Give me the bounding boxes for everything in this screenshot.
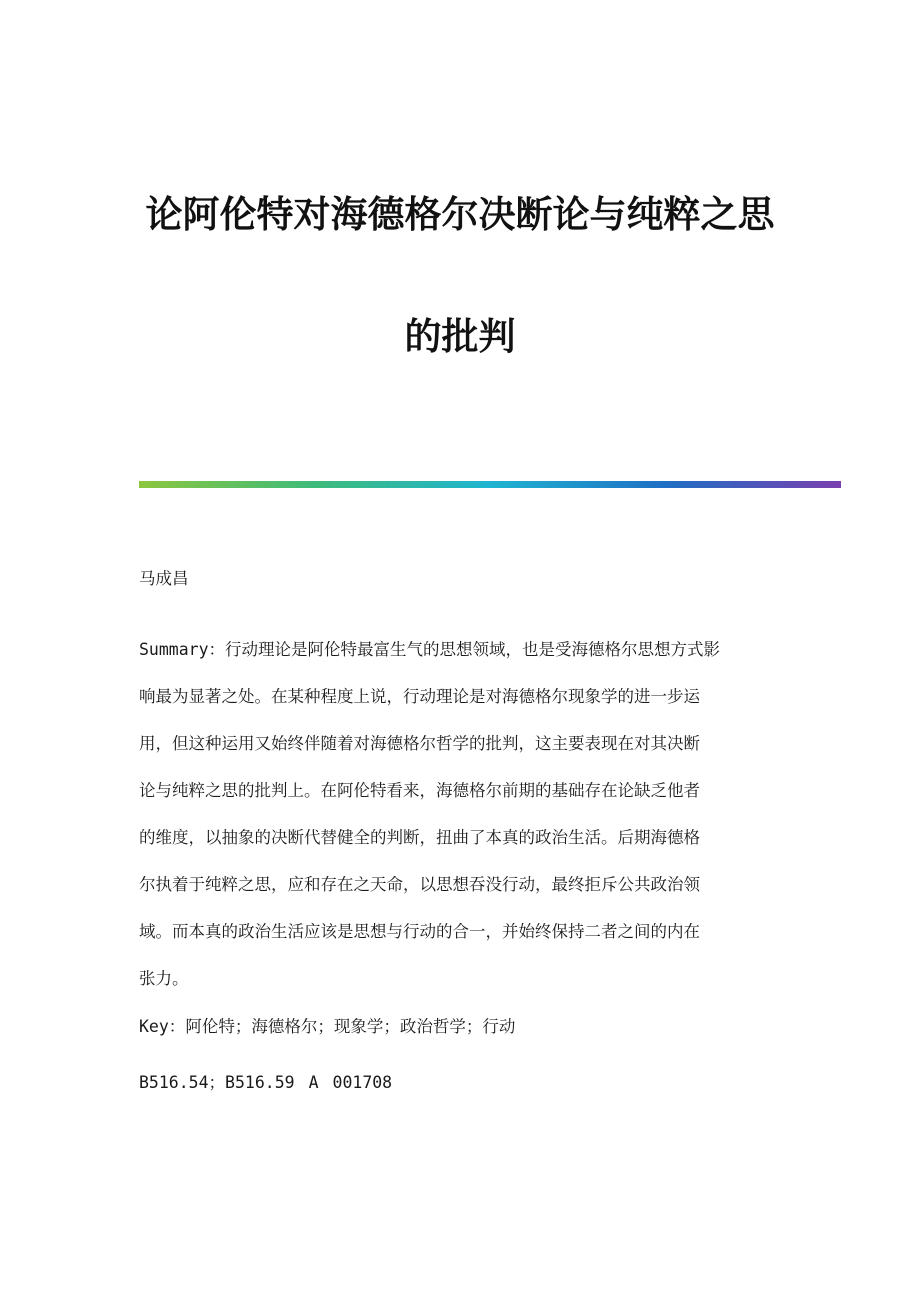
document-title-line-2: 的批判 <box>404 314 516 358</box>
document-code: A <box>308 1073 319 1092</box>
summary-line: 用，但这种运用又始终伴随着对海德格尔哲学的批判，这主要表现在对其决断 <box>139 734 700 753</box>
keywords-label: Key： <box>139 1017 186 1036</box>
title-divider <box>139 481 841 488</box>
keywords-line <box>139 1019 515 1036</box>
author-name: 马成昌 <box>139 569 189 588</box>
summary-block <box>139 626 783 1002</box>
summary-line: 尔执着于纯粹之思，应和存在之天命，以思想吞没行动，最终拒斥公共政治领 <box>139 875 700 894</box>
document-title-line-1: 论阿伦特对海德格尔决断论与纯粹之思 <box>145 192 775 236</box>
summary-line <box>139 626 783 673</box>
summary-line: 响最为显著之处。在某种程度上说，行动理论是对海德格尔现象学的进一步运 <box>139 687 700 706</box>
summary-label: Summary： <box>139 640 226 659</box>
summary-line: 域。而本真的政治生活应该是思想与行动的合一，并始终保持二者之间的内在 <box>139 922 700 941</box>
clc-number: B516.54；B516.59 <box>139 1073 295 1092</box>
summary-text: 行动理论是阿伦特最富生气的思想领域，也是受海德格尔思想方式影 <box>225 640 721 659</box>
summary-line: 的维度，以抽象的决断代替健全的判断，扭曲了本真的政治生活。后期海德格 <box>139 828 700 847</box>
summary-line: 张力。 <box>139 969 189 988</box>
keywords-text: 阿伦特；海德格尔；现象学；政治哲学；行动 <box>185 1017 516 1036</box>
classification-line <box>139 1075 392 1092</box>
summary-line: 论与纯粹之思的批判上。在阿伦特看来，海德格尔前期的基础存在论缺乏他者 <box>139 781 700 800</box>
article-id: 001708 <box>332 1073 393 1092</box>
